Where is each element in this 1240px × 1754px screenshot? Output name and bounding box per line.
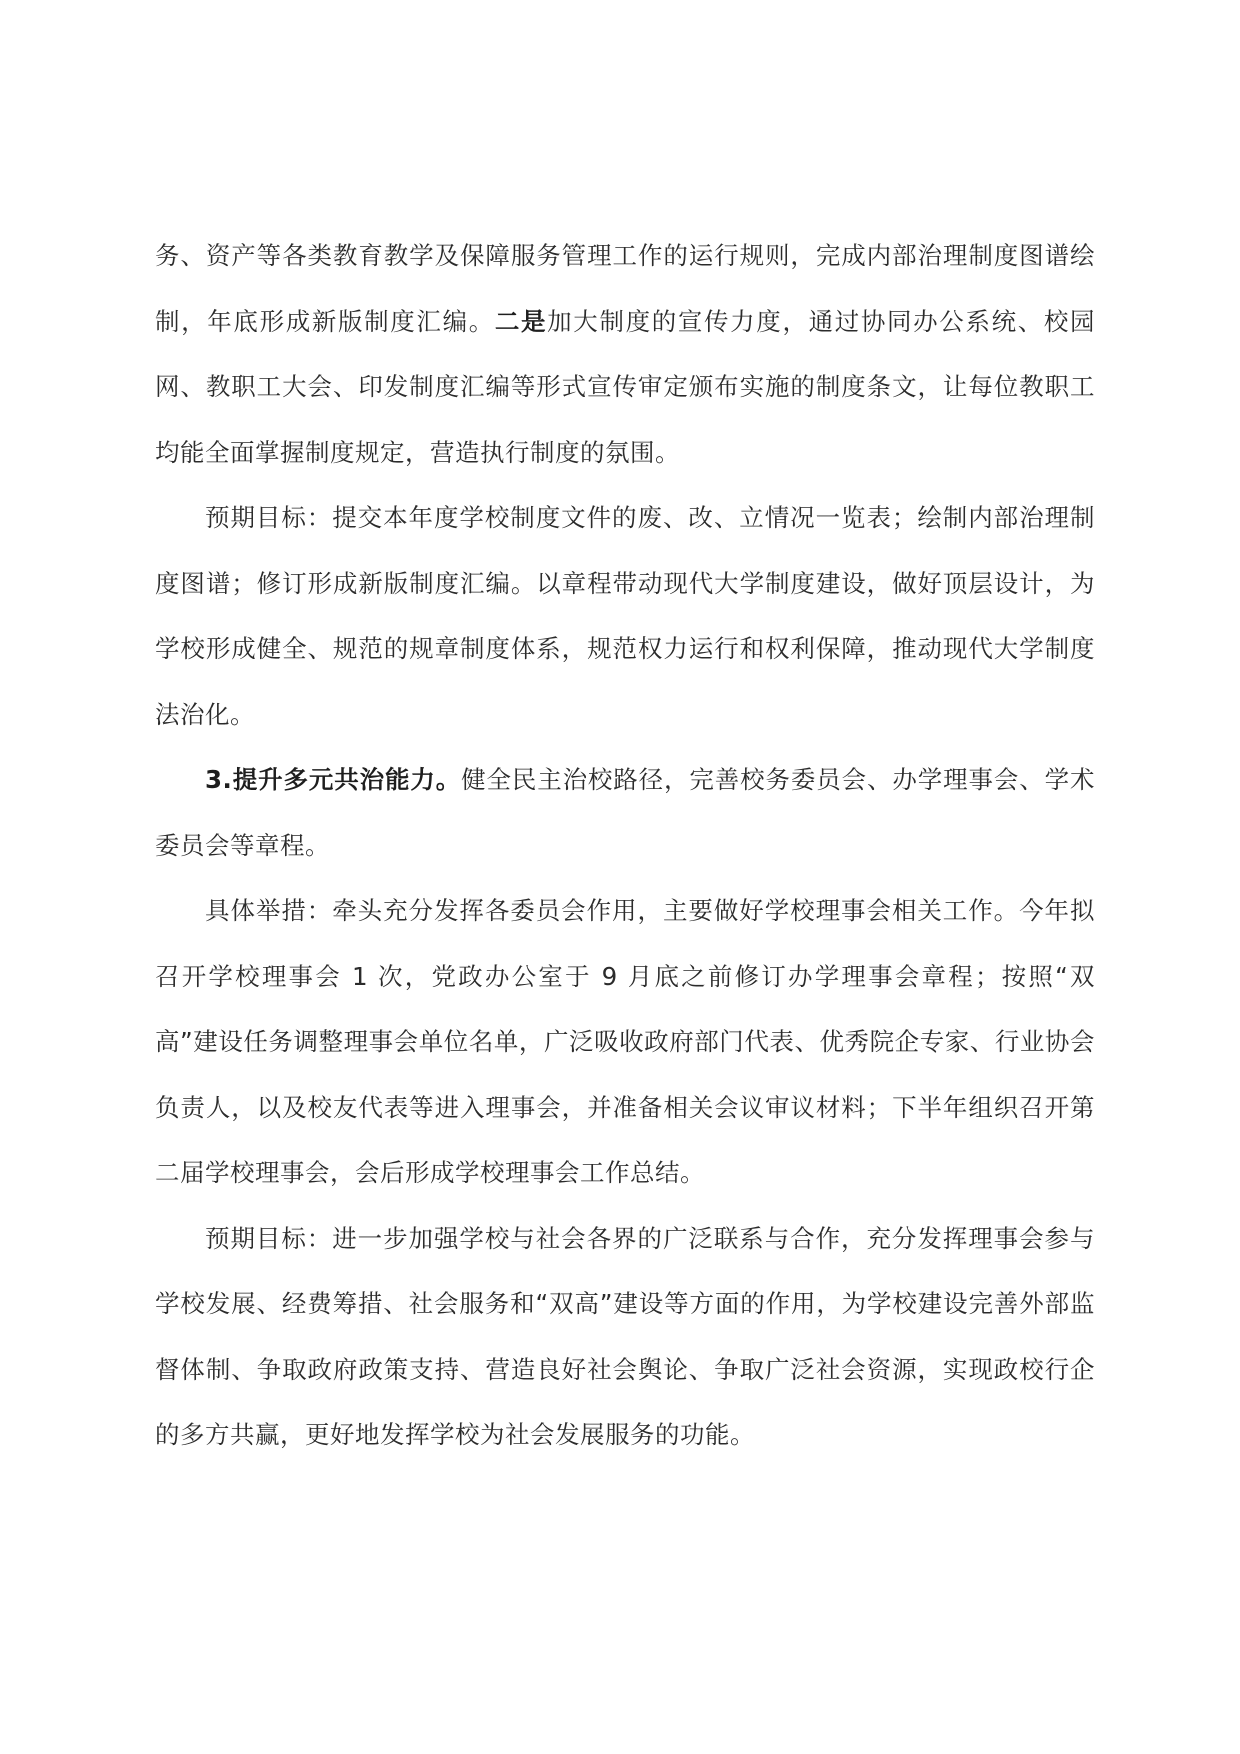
paragraph-expected-goal-1 [155, 485, 1095, 747]
paragraph-text: 预期目标：提交本年度学校制度文件的废、改、立情况一览表；绘制内部治理制度图谱；修订形成新版制度汇编。以章程带动现代大学制度建设，做好顶层设计，为学校形成健全、规范的规章制度体系，规范权力运行和权利保障，推动现代大学制度法治化。 [155, 503, 1095, 729]
paragraph-expected-goal-2 [155, 1206, 1095, 1468]
paragraph-text: 健全民主治校路径，完善校务委员会、办学理事会、学术委员会等章程。 [155, 765, 1095, 860]
section-heading: 3.提升多元共治能力。 [205, 765, 462, 794]
paragraph-specific-measures [155, 878, 1095, 1206]
bold-lead-phrase: 二是 [494, 306, 548, 336]
paragraph-text: 预期目标：进一步加强学校与社会各界的广泛联系与合作，充分发挥理事会参与学校发展、经费筹措、社会服务和“双高”建设等方面的作用，为学校建设完善外部监督体制、争取政府政策支持、营造良好社会舆论、争取广泛社会资源，实现政校行企的多方共赢，更好地发挥学校为社会发展服务的功能。 [155, 1223, 1095, 1449]
paragraph-text: 加大制度的宣传力度，通过协同办公系统、校园网、教职工大会、印发制度汇编等形式宣传审定颁布实施的制度条文，让每位教职工均能全面掌握制度规定，营造执行制度的氛围。 [155, 306, 1096, 467]
document-body [155, 223, 1095, 1468]
paragraph-text: 务、资产等各类教育教学及保障服务管理工作的运行规则，完成内部治理制度图谱绘制，年底形成新版制度汇编。 [155, 241, 1095, 336]
paragraph-text: 具体举措：牵头充分发挥各委员会作用，主要做好学校理事会相关工作。今年拟召开学校理事会 1 次，党政办公室于 9 月底之前修订办学理事会章程；按照“双高”建设任务调整理事会单位名单，广泛吸收政府部门代表、优秀院企专家、行业协会负责人，以及校友代表等进入理事会，并准备相关会议审议材料；下半年组织召开第二届学校理事会，会后形成学校理事会工作总结。 [155, 896, 1095, 1187]
paragraph-institution-publicity [155, 223, 1095, 485]
paragraph-section-heading [155, 747, 1095, 878]
